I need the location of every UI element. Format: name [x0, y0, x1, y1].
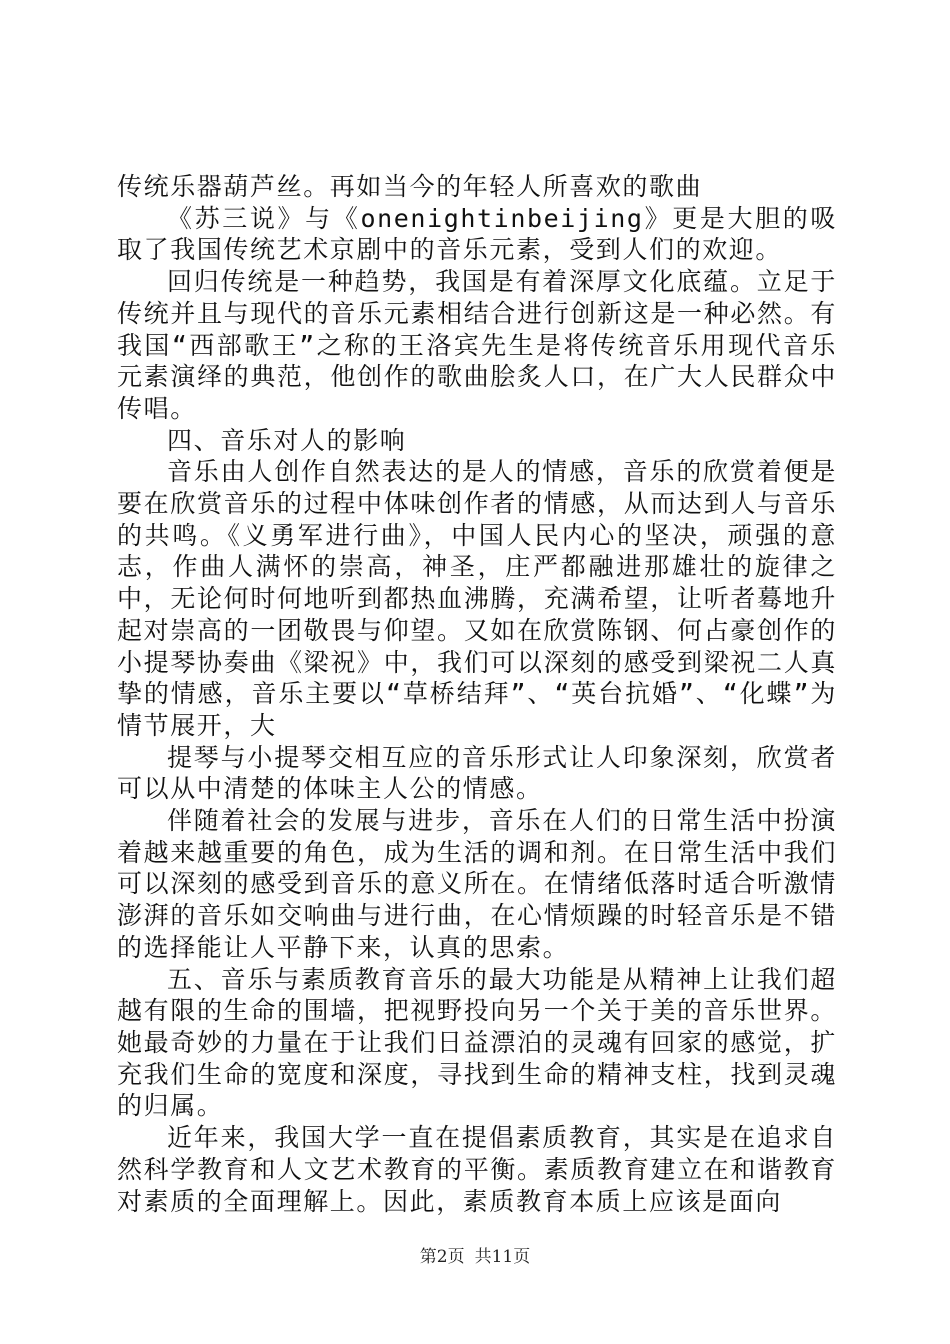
paragraph-1: 传统乐器葫芦丝。再如当今的年轻人所喜欢的歌曲	[117, 172, 703, 201]
page-footer	[0, 1242, 950, 1267]
page-number: 第2页	[419, 1247, 465, 1267]
paragraph-2: 《苏三说》与《onenightinbeijing》更是大胆的吸取了我国传统艺术京剧中的音乐元素，受到人们的欢迎。	[117, 203, 837, 265]
section-heading-4: 四、音乐对人的影响	[167, 425, 407, 455]
paragraph-6: 提琴与小提琴交相互应的音乐形式让人印象深刻，欣赏者可以从中清楚的体味主人公的情感。	[117, 742, 837, 804]
paragraph-9: 近年来，我国大学一直在提倡素质教育，其实是在追求自然科学教育和人文艺术教育的平衡。素质教育建立在和谐教育对素质的全面理解上。因此，素质教育本质上应该是面向	[117, 1123, 837, 1216]
paragraph-3: 回归传统是一种趋势，我国是有着深厚文化底蕴。立足于传统并且与现代的音乐元素相结合进行创新这是一种必然。有我国“西部歌王”之称的王洛宾先生是将传统音乐用现代音乐元素演绎的典范，他创作的歌曲脍炙人口，在广大人民群众中传唱。	[117, 267, 837, 423]
document-body	[117, 171, 837, 1217]
page-total: 共11页	[474, 1247, 531, 1267]
paragraph-7: 伴随着社会的发展与进步，音乐在人们的日常生活中扮演着越来越重要的角色，成为生活的调和剂。在日常生活中我们可以深刻的感受到音乐的意义所在。在情绪低落时适合听激情澎湃的音乐如交响曲与进行曲，在心情烦躁的时轻音乐是不错的选择能让人平静下来，认真的思索。	[117, 806, 837, 962]
paragraph-5: 音乐由人创作自然表达的是人的情感，音乐的欣赏着便是要在欣赏音乐的过程中体味创作者的情感，从而达到人与音乐的共鸣。《义勇军进行曲》，中国人民内心的坚决，顽强的意志，作曲人满怀的崇高，神圣，庄严都融进那雄壮的旋律之中，无论何时何地听到都热血沸腾，充满希望，让听者蓦地升起对崇高的一团敬畏与仰望。又如在欣赏陈钢、何占豪创作的小提琴协奏曲《梁祝》中，我们可以深刻的感受到梁祝二人真挚的情感，音乐主要以“草桥结拜”、“英台抗婚”、“化蝶”为情节展开，大	[117, 457, 837, 740]
paragraph-8: 五、音乐与素质教育音乐的最大功能是从精神上让我们超越有限的生命的围墙，把视野投向另一个关于美的音乐世界。她最奇妙的力量在于让我们日益漂泊的灵魂有回家的感觉，扩充我们生命的宽度和深度，寻找到生命的精神支柱，找到灵魂的归属。	[117, 964, 837, 1121]
